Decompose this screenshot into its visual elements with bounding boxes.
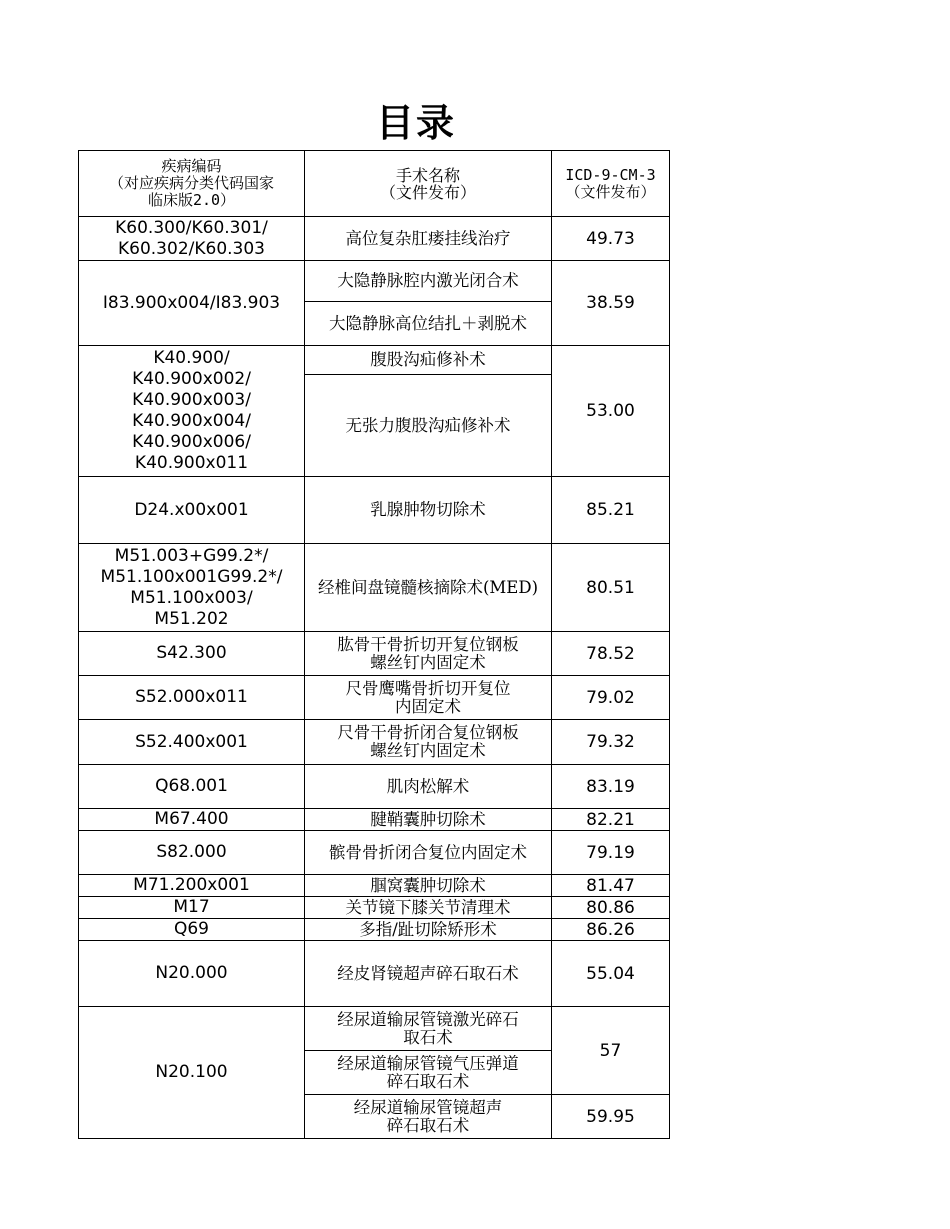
- procedure-name-line: 内固定术: [395, 696, 461, 716]
- disease-code-line: K40.900x006/: [132, 432, 251, 452]
- disease-code-cell: [79, 217, 305, 261]
- procedure-name-line: 经皮肾镜超声碎石取石术: [337, 963, 519, 983]
- disease-code-line: I83.900x004/I83.903: [102, 292, 281, 313]
- procedure-name-line: 大隐静脉腔内激光闭合术: [337, 271, 519, 290]
- disease-code-cell: [79, 261, 305, 346]
- table-row: [79, 831, 670, 875]
- disease-code-cell: [79, 765, 305, 809]
- procedure-name-line: 螺丝钉内固定术: [370, 741, 486, 760]
- procedure-name-line: 腹股沟疝修补术: [370, 350, 486, 369]
- procedure-name-cell: [305, 261, 552, 302]
- header-disease-code-line: （对应疾病分类代码国家: [108, 174, 274, 192]
- table-row: [79, 544, 670, 632]
- procedure-name-line: 碎石取石术: [386, 1071, 470, 1091]
- procedure-name-line: 经尿道输尿管镜超声: [353, 1097, 503, 1117]
- disease-code-line: M51.100x001G99.2*/: [100, 566, 283, 587]
- icd-code-cell: 49.73: [552, 217, 670, 261]
- disease-code-line: S52.000x011: [135, 687, 248, 707]
- procedure-name-line: 肌肉松解术: [386, 776, 470, 796]
- disease-code-cell: [79, 897, 305, 919]
- disease-code-cell: [79, 941, 305, 1007]
- procedure-name-line: 关节镜下膝关节清理术: [345, 897, 511, 917]
- procedure-name-cell: [305, 720, 552, 765]
- header-disease-code: [79, 151, 305, 217]
- disease-code-line: K60.302/K60.303: [118, 238, 265, 259]
- header-disease-code-line: 临床版2.0）: [147, 191, 236, 209]
- disease-code-cell: [79, 720, 305, 765]
- icd-code-cell: 80.86: [552, 897, 670, 919]
- icd-code-cell: 59.95: [552, 1095, 670, 1139]
- header-procedure-name: [305, 151, 552, 217]
- disease-code-cell: [79, 875, 305, 897]
- disease-code-line: K60.300/K60.301/: [115, 217, 268, 238]
- table-row: [79, 720, 670, 765]
- icd-code-cell: 38.59: [552, 261, 670, 346]
- header-icd-code-line: （文件发布）: [565, 182, 656, 201]
- table-row: [79, 632, 670, 676]
- procedure-name-line: 尺骨鹰嘴骨折切开复位: [345, 678, 511, 698]
- procedure-name-cell: [305, 1095, 552, 1139]
- table-row: [79, 941, 670, 1007]
- disease-code-line: S42.300: [156, 643, 227, 663]
- header-disease-code-line: 疾病编码: [161, 157, 222, 175]
- disease-code-line: S52.400x001: [135, 731, 248, 752]
- disease-code-cell: [79, 676, 305, 720]
- disease-code-line: K40.900x002/: [132, 369, 251, 389]
- header-icd-code-line: ICD-9-CM-3: [565, 165, 656, 184]
- disease-code-cell: [79, 919, 305, 941]
- disease-code-line: M51.100x003/: [130, 587, 253, 608]
- icd-code-cell: 79.02: [552, 676, 670, 720]
- disease-code-cell: [79, 632, 305, 676]
- disease-code-line: S82.000: [156, 842, 227, 862]
- icd-code-cell: 82.21: [552, 809, 670, 831]
- icd-code-cell: 85.21: [552, 477, 670, 544]
- procedure-name-cell: [305, 765, 552, 809]
- disease-code-line: D24.x00x001: [134, 499, 249, 520]
- procedure-name-line: 乳腺肿物切除术: [370, 500, 486, 519]
- table-header-row: [79, 151, 670, 217]
- disease-code-line: M51.003+G99.2*/: [114, 545, 269, 566]
- disease-code-line: K40.900x011: [134, 453, 249, 473]
- table-row: [79, 217, 670, 261]
- procedure-name-cell: [305, 941, 552, 1007]
- procedure-name-cell: [305, 217, 552, 261]
- table-row: [79, 875, 670, 897]
- procedure-name-line: 多指/趾切除矫形术: [359, 919, 497, 939]
- icd-code-cell: 86.26: [552, 919, 670, 941]
- procedure-name-cell: [305, 375, 552, 477]
- procedure-name-cell: [305, 919, 552, 941]
- icd-code-cell: 78.52: [552, 632, 670, 676]
- disease-code-cell: [79, 477, 305, 544]
- disease-code-line: N20.100: [155, 1062, 228, 1082]
- header-procedure-name-line: 手术名称: [395, 165, 460, 185]
- disease-code-cell: [79, 1007, 305, 1139]
- page-title: 目录: [375, 101, 456, 145]
- icd-code-cell: 80.51: [552, 544, 670, 632]
- procedure-name-cell: [305, 1051, 552, 1095]
- procedure-name-line: 大隐静脉高位结扎＋剥脱术: [329, 313, 527, 333]
- procedure-name-cell: [305, 477, 552, 544]
- surgery-catalog-table: [78, 150, 670, 1139]
- disease-code-cell: [79, 544, 305, 632]
- procedure-name-line: 经尿道输尿管镜激光碎石: [337, 1009, 519, 1029]
- procedure-name-line: 碎石取石术: [386, 1115, 470, 1135]
- icd-code-cell: 79.32: [552, 720, 670, 765]
- table-row: [79, 676, 670, 720]
- procedure-name-cell: [305, 632, 552, 676]
- procedure-name-line: 尺骨干骨折闭合复位钢板: [337, 723, 519, 742]
- table-row: [79, 1007, 670, 1051]
- procedure-name-cell: [305, 897, 552, 919]
- procedure-name-line: 无张力腹股沟疝修补术: [345, 415, 511, 435]
- disease-code-cell: [79, 346, 305, 477]
- procedure-name-line: 腘窝囊肿切除术: [370, 875, 486, 895]
- icd-code-cell: 81.47: [552, 875, 670, 897]
- table-row: [79, 346, 670, 375]
- disease-code-line: K40.900x003/: [132, 390, 251, 410]
- procedure-name-cell: [305, 1007, 552, 1051]
- icd-code-cell: 79.19: [552, 831, 670, 875]
- header-icd-code: [552, 151, 670, 217]
- procedure-name-line: 腱鞘囊肿切除术: [370, 809, 486, 829]
- procedure-name-line: 取石术: [403, 1027, 453, 1047]
- table-row: [79, 897, 670, 919]
- procedure-name-cell: [305, 831, 552, 875]
- procedure-name-cell: [305, 302, 552, 346]
- icd-code-cell: 83.19: [552, 765, 670, 809]
- procedure-name-line: 髌骨骨折闭合复位内固定术: [329, 842, 527, 862]
- table-row: [79, 261, 670, 302]
- procedure-name-line: 高位复杂肛瘘挂线治疗: [345, 228, 511, 248]
- table-row: [79, 477, 670, 544]
- disease-code-line: Q68.001: [155, 776, 228, 796]
- disease-code-line: K40.900x004/: [132, 411, 251, 431]
- disease-code-line: Q69: [173, 919, 209, 939]
- icd-code-cell: 55.04: [552, 941, 670, 1007]
- disease-code-line: M17: [173, 897, 210, 917]
- procedure-name-line: 螺丝钉内固定术: [370, 652, 486, 672]
- table-row: [79, 765, 670, 809]
- procedure-name-cell: [305, 544, 552, 632]
- procedure-name-line: 肱骨干骨折切开复位钢板: [337, 634, 519, 654]
- header-procedure-name-line: （文件发布）: [379, 182, 476, 202]
- procedure-name-cell: [305, 676, 552, 720]
- disease-code-line: M51.202: [154, 608, 229, 629]
- disease-code-line: M71.200x001: [133, 875, 250, 895]
- procedure-name-cell: [305, 875, 552, 897]
- table-row: [79, 919, 670, 941]
- procedure-name-line: 经椎间盘镜髓核摘除术(MED): [317, 577, 539, 597]
- disease-code-line: M67.400: [154, 809, 229, 829]
- procedure-name-cell: [305, 809, 552, 831]
- disease-code-line: K40.900/: [153, 348, 230, 368]
- procedure-name-line: 经尿道输尿管镜气压弹道: [337, 1053, 519, 1073]
- icd-code-cell: 57: [552, 1007, 670, 1095]
- table-row: [79, 809, 670, 831]
- disease-code-cell: [79, 831, 305, 875]
- procedure-name-cell: [305, 346, 552, 375]
- icd-code-cell: 53.00: [552, 346, 670, 477]
- disease-code-line: N20.000: [155, 963, 228, 983]
- disease-code-cell: [79, 809, 305, 831]
